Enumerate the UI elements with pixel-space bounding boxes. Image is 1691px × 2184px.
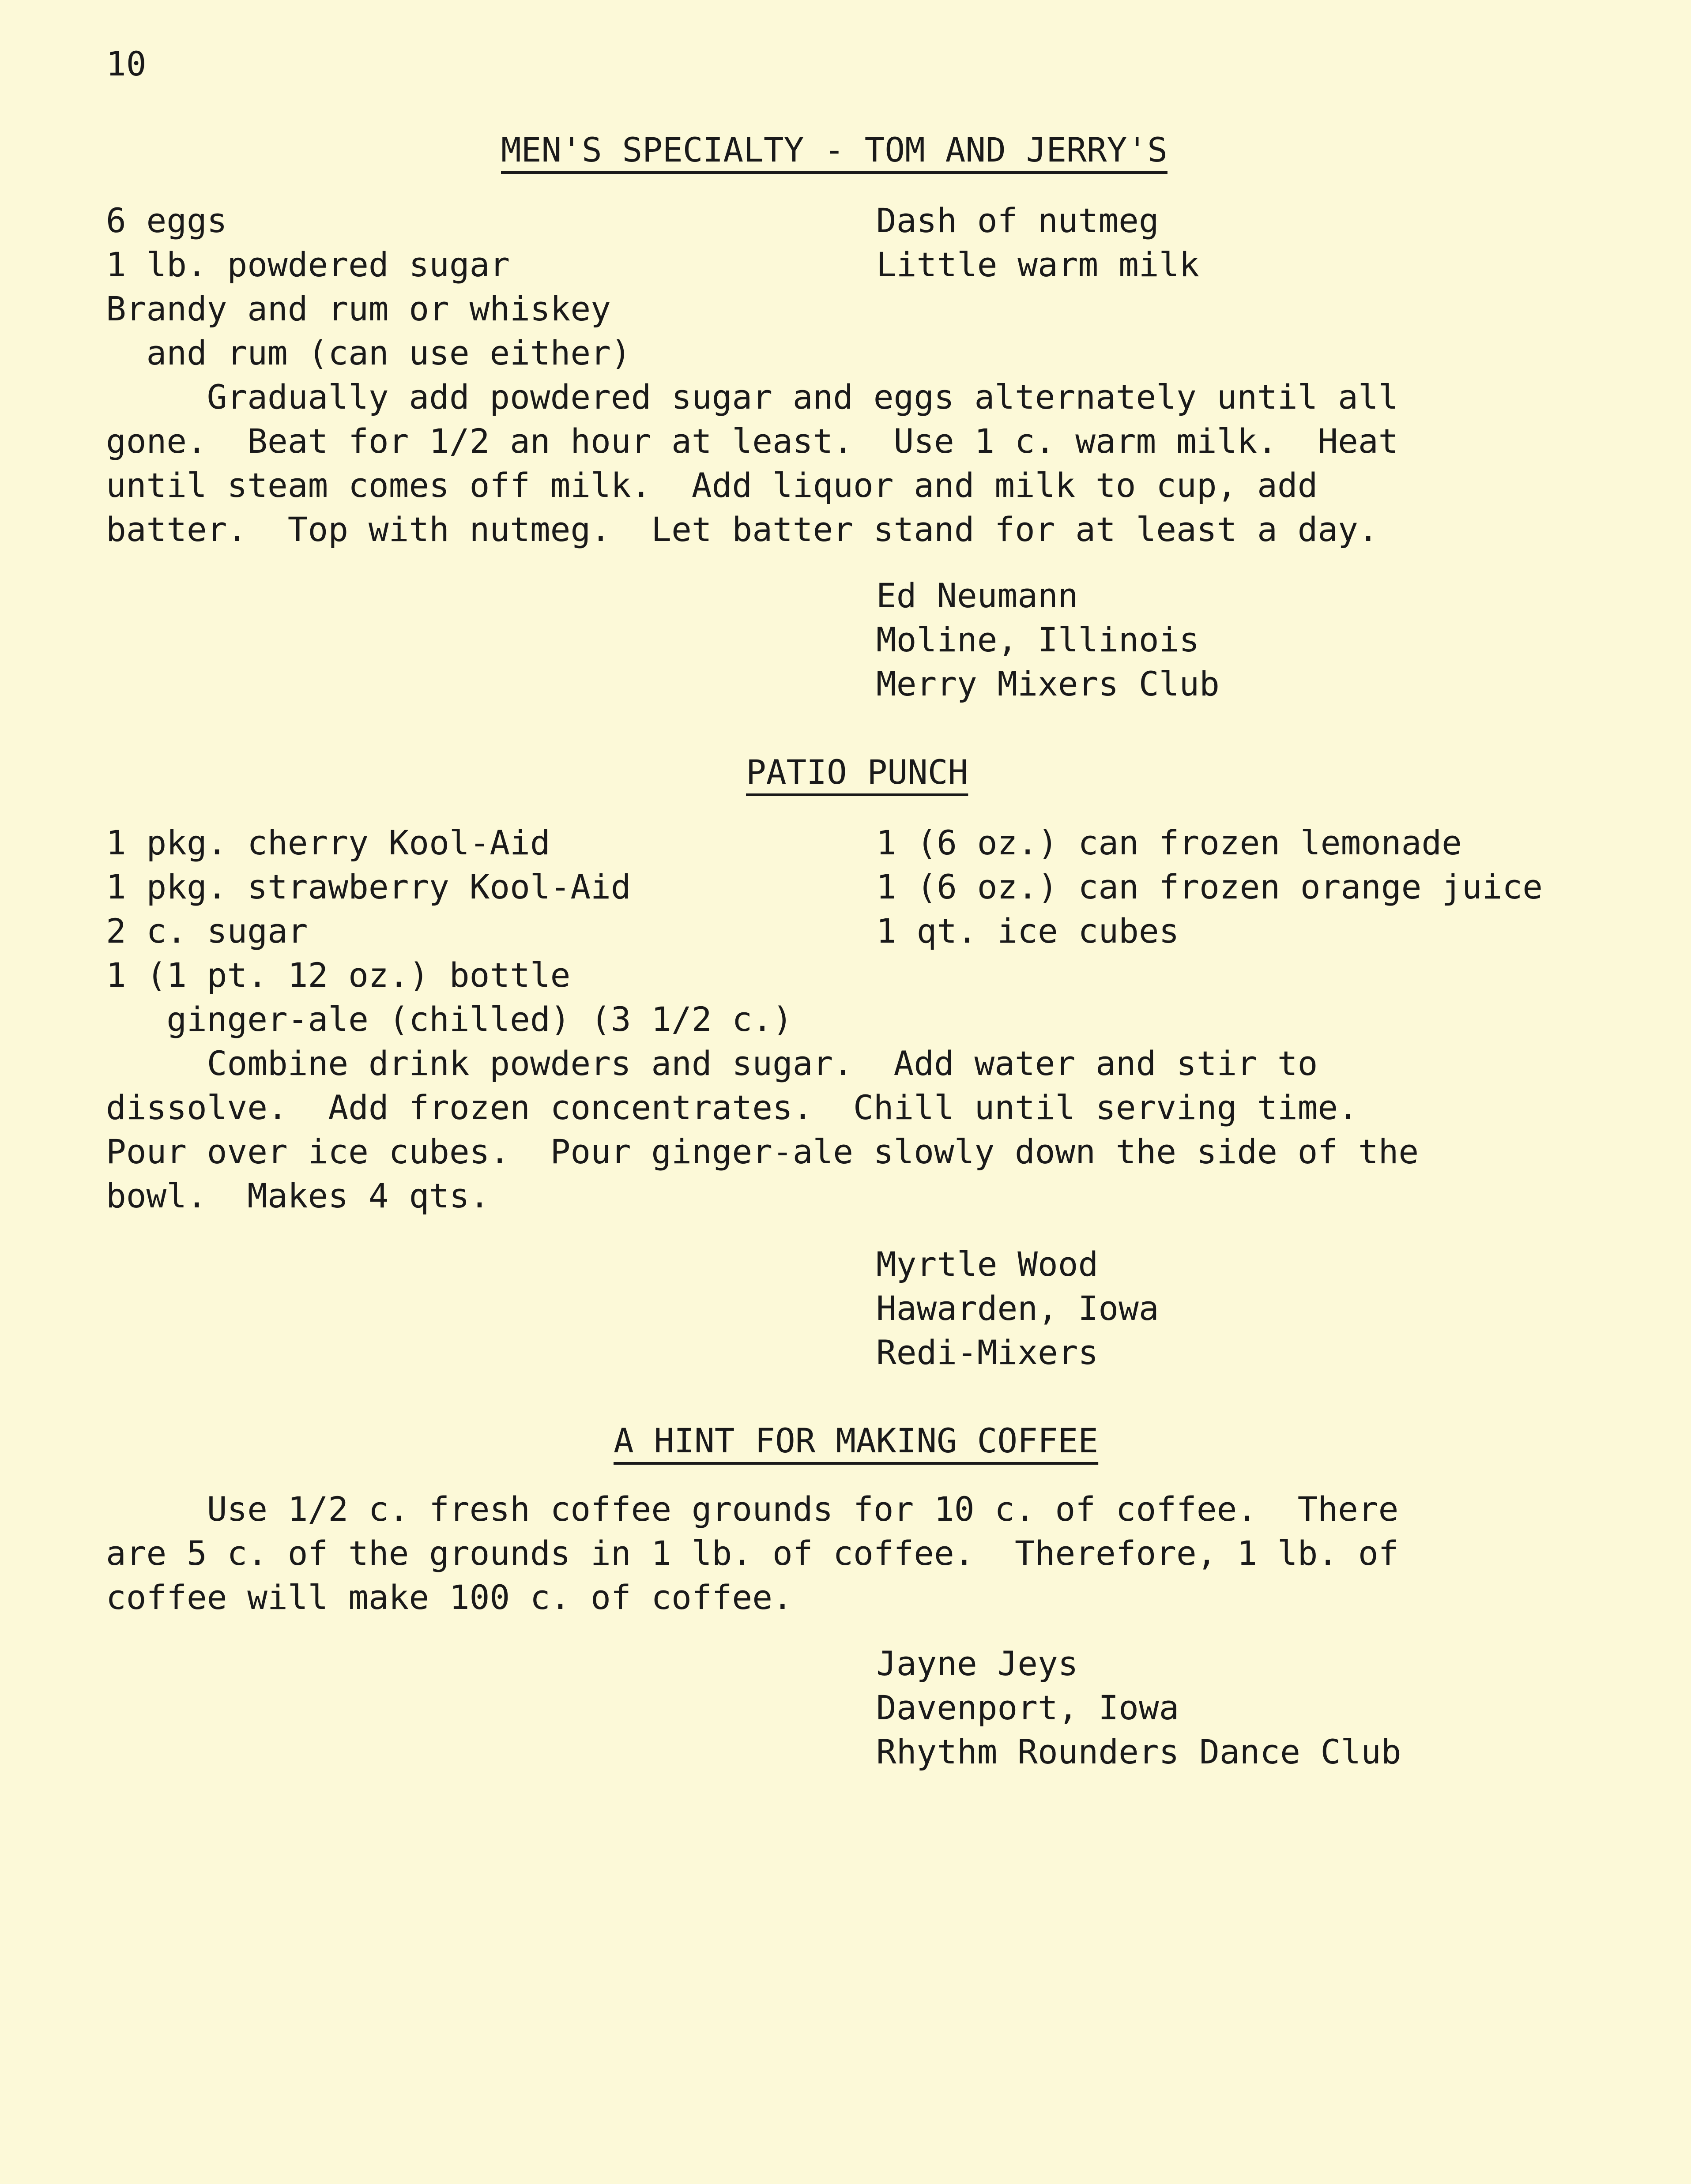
credit-location: Moline, Illinois [876, 620, 1200, 659]
credit-name: Jayne Jeys [876, 1644, 1078, 1683]
direction-line: Pour over ice cubes. Pour ginger-ale slowly down the side of the [106, 1132, 1419, 1171]
credit-club: Redi-Mixers [876, 1333, 1099, 1372]
credit-name: Myrtle Wood [876, 1244, 1099, 1284]
ingredient: 1 (6 oz.) can frozen lemonade [876, 823, 1462, 862]
direction-line: Gradually add powdered sugar and eggs alternately until all [106, 377, 1399, 417]
ingredient: ginger-ale (chilled) (3 1/2 c.) [106, 1000, 793, 1039]
ingredient: Little warm milk [876, 245, 1200, 284]
direction-line: Combine drink powders and sugar. Add water and stir to [106, 1044, 1318, 1083]
ingredient: 1 (1 pt. 12 oz.) bottle [106, 955, 571, 995]
ingredient: 1 qt. ice cubes [876, 911, 1179, 951]
direction-line: dissolve. Add frozen concentrates. Chill until serving time. [106, 1088, 1358, 1127]
page-number: 10 [106, 44, 147, 83]
ingredient: 6 eggs [106, 201, 227, 240]
credit-name: Ed Neumann [876, 576, 1078, 615]
ingredient: 1 pkg. strawberry Kool-Aid [106, 867, 631, 906]
direction-line: until steam comes off milk. Add liquor and milk to cup, add [106, 466, 1318, 505]
recipe-title: MEN'S SPECIALTY - TOM AND JERRY'S [501, 130, 1168, 169]
credit-location: Davenport, Iowa [876, 1688, 1179, 1727]
credit-location: Hawarden, Iowa [876, 1289, 1159, 1328]
ingredient: Brandy and rum or whiskey [106, 289, 611, 328]
direction-line: Use 1/2 c. fresh coffee grounds for 10 c. of coffee. There [106, 1489, 1399, 1529]
ingredient: 2 c. sugar [106, 911, 308, 951]
credit-club: Rhythm Rounders Dance Club [876, 1732, 1401, 1771]
recipe-title: A HINT FOR MAKING COFFEE [614, 1421, 1099, 1460]
ingredient: Dash of nutmeg [876, 201, 1159, 240]
direction-line: are 5 c. of the grounds in 1 lb. of coffee. Therefore, 1 lb. of [106, 1534, 1399, 1573]
credit-club: Merry Mixers Club [876, 664, 1220, 703]
ingredient: 1 lb. powdered sugar [106, 245, 510, 284]
direction-line: bowl. Makes 4 qts. [106, 1176, 490, 1215]
recipe-title: PATIO PUNCH [746, 752, 968, 792]
direction-line: batter. Top with nutmeg. Let batter stand for at least a day. [106, 510, 1378, 549]
ingredient: and rum (can use either) [106, 333, 631, 372]
direction-line: gone. Beat for 1/2 an hour at least. Use 1 c. warm milk. Heat [106, 421, 1399, 461]
ingredient: 1 pkg. cherry Kool-Aid [106, 823, 550, 862]
ingredient: 1 (6 oz.) can frozen orange juice [876, 867, 1543, 906]
direction-line: coffee will make 100 c. of coffee. [106, 1578, 793, 1617]
